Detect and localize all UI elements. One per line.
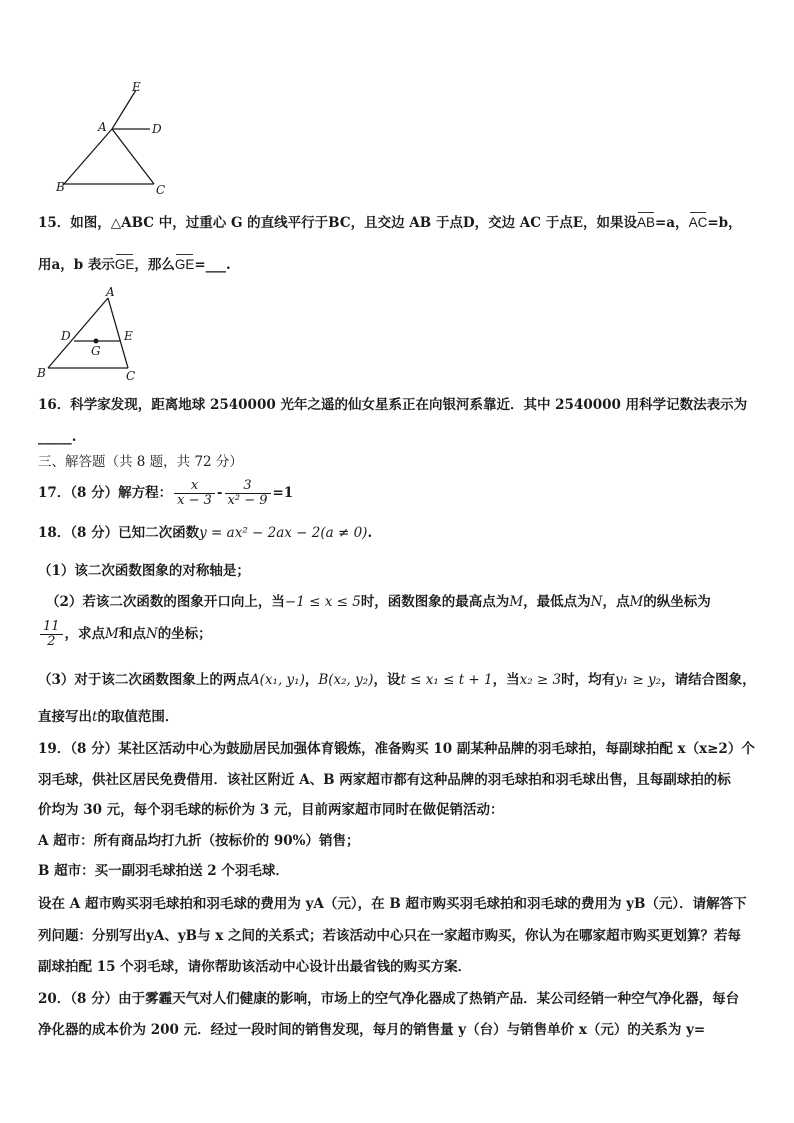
segment-ac xyxy=(112,129,154,184)
q15-line2 xyxy=(38,256,758,274)
q15-eq-b: =b， xyxy=(707,215,742,231)
point-m-3: M xyxy=(105,626,119,642)
q17-suffix: =1 xyxy=(272,485,294,501)
q18-prefix: 18．（8 分）已知二次函数 xyxy=(38,525,200,541)
q18-p3a: （3）对于该二次函数图象上的两点 xyxy=(38,672,250,688)
label-b: B xyxy=(56,180,65,194)
q18-function: y = ax² − 2ax − 2(a ≠ 0) xyxy=(199,525,368,541)
q18-p3c: ，当 xyxy=(492,672,520,688)
point-m: M xyxy=(509,594,524,610)
fraction-num: 3 xyxy=(225,479,271,494)
section-heading: 三、解答题（共 8 题，共 72 分） xyxy=(38,454,243,470)
q20-line2: 净化器的成本价为 200 元．经过一段时间的销售发现，每月的销售量 y（台）与销售单价 x（元）的关系为 y= xyxy=(38,1022,706,1038)
q19-line2: 羽毛球，供社区居民免费借用．该社区附近 A、B 两家超市都有这种品牌的羽毛球拍和羽毛球出售，且每副球拍的标 xyxy=(38,772,731,788)
q17-minus: - xyxy=(216,485,223,501)
q18-p2h: 和点 xyxy=(118,626,146,642)
q19-line1: 19．（8 分）某社区活动中心为鼓励居民加强体育锻炼，准备购买 10 副某种品牌的羽毛球拍，每副球拍配 x（x≥2）个 xyxy=(38,741,755,757)
fraction-den: x² − 9 xyxy=(227,493,268,508)
label-g: G xyxy=(91,344,101,358)
figure-triangle-centroid xyxy=(34,284,154,384)
fraction-den: x − 3 xyxy=(177,493,212,508)
q19-line5: B 超市：买一副羽毛球拍送 2 个羽毛球． xyxy=(38,863,289,879)
q18-suffix: . xyxy=(367,525,373,541)
q15-line1 xyxy=(38,214,758,232)
point-a: A(x₁, y₁) xyxy=(249,672,305,688)
label-d: D xyxy=(152,122,162,136)
figure-triangle-abc-ad xyxy=(50,78,190,203)
q15-text-2c: =___. xyxy=(194,257,231,273)
label-a: A xyxy=(98,120,107,134)
q15-eq-a: =a， xyxy=(655,215,689,231)
q16-line2: _____. xyxy=(38,429,77,445)
q18-p2a: （2）若该二次函数的图象开口向上，当 xyxy=(46,594,285,610)
q18-p2e: 的纵坐标为 xyxy=(643,594,711,610)
q18-part3-line1 xyxy=(38,671,758,689)
q15-text-2b: ，那么 xyxy=(134,257,175,273)
q18-stem xyxy=(38,524,758,542)
q19-line6: 设在 A 超市购买羽毛球拍和羽毛球的费用为 yA（元），在 B 超市购买羽毛球拍和羽毛球的费用为 yB（元）．请解答下 xyxy=(38,896,747,912)
q17-prefix: 17．（8 分）解方程： xyxy=(38,485,173,501)
point-n-2: N xyxy=(145,626,158,642)
fraction-3-over-x2-9 xyxy=(225,479,271,508)
q18-p2cond: −1 ≤ x ≤ 5 xyxy=(284,594,361,610)
fraction-x-over-x-3 xyxy=(174,479,215,508)
point-b: B(x₂, y₂) xyxy=(318,672,374,688)
q18-p2g: ，求点 xyxy=(64,626,106,642)
q16-line1: 16．科学家发现，距离地球 2540000 光年之遥的仙女星系正在向银河系靠近．其中 2540000 用科学记数法表示为 xyxy=(38,397,748,413)
q18-p3sep: ， xyxy=(304,672,319,688)
q18-p3e: ，请结合图象， xyxy=(661,672,756,688)
segment-ab xyxy=(64,129,112,184)
vector-ab: AB xyxy=(636,215,655,230)
q19-line8: 副球拍配 15 个羽毛球，请你帮助该活动中心设计出最省钱的购买方案． xyxy=(38,959,472,975)
point-m-2: M xyxy=(629,594,644,610)
label-e: E xyxy=(124,329,133,343)
q20-line1: 20．（8 分）由于雾霾天气对人们健康的影响，市场上的空气净化器成了热销产品．某公司经销一种空气净化器，每台 xyxy=(38,991,740,1007)
label-c: C xyxy=(126,369,136,383)
fraction-den: 2 xyxy=(47,634,56,649)
q17 xyxy=(38,476,758,510)
q18-p2d: ，点 xyxy=(602,594,630,610)
fraction-num: x xyxy=(174,479,215,494)
q15-text-2a: 用a，b 表示 xyxy=(38,257,115,273)
q18-part1: （1）该二次函数图象的对称轴是； xyxy=(38,563,250,579)
vector-ge: GE xyxy=(114,257,135,272)
vector-ge-2: GE xyxy=(174,257,195,272)
q18-p2i: 的坐标； xyxy=(157,626,212,642)
q19-line4: A 超市：所有商品均打九折（按标价的 90%）销售； xyxy=(38,833,360,849)
q18-p3x2: x₂ ≥ 3 xyxy=(519,672,562,688)
q18-p2c: ，最低点为 xyxy=(523,594,591,610)
q18-p3d: 时，均有 xyxy=(561,672,616,688)
label-d: D xyxy=(61,329,71,343)
var-t: t xyxy=(92,709,98,725)
label-c: C xyxy=(156,183,166,197)
point-n: N xyxy=(590,594,603,610)
q19-line3: 价均为 30 元，每个羽毛球的标价为 3 元，目前两家超市同时在做促销活动： xyxy=(38,802,504,818)
q18-p3b: ，设 xyxy=(373,672,401,688)
q19-line7: 列问题：分别写出yA、yB与 x 之间的关系式；若该活动中心只在一家超市购买，你认为在哪家超市购买更划算？若每 xyxy=(38,928,742,944)
label-b: B xyxy=(37,366,46,380)
q18-p3y: y₁ ≥ y₂ xyxy=(615,672,662,688)
q18-part3-line2 xyxy=(38,708,758,726)
q18-part2-line2 xyxy=(38,617,758,651)
vector-ac: AC xyxy=(688,215,708,230)
centroid-g xyxy=(94,339,99,344)
fraction-num: 11 xyxy=(40,620,63,635)
q18-p3g: 的取值范围． xyxy=(97,709,179,725)
label-e: E xyxy=(132,80,141,94)
q18-p3cond: t ≤ x₁ ≤ t + 1 xyxy=(400,672,493,688)
q18-p2b: 时，函数图象的最高点为 xyxy=(360,594,510,610)
fraction-11-over-2 xyxy=(40,620,63,649)
label-a: A xyxy=(106,285,115,299)
segment-ae xyxy=(112,90,136,129)
q18-p3f: 直接写出 xyxy=(38,709,92,725)
q18-part2-line1 xyxy=(46,593,758,611)
q15-text-1: 15．如图，△ABC 中，过重心 G 的直线平行于BC，且交边 AB 于点D，交边 AC 于点E，如果设 xyxy=(38,215,637,231)
